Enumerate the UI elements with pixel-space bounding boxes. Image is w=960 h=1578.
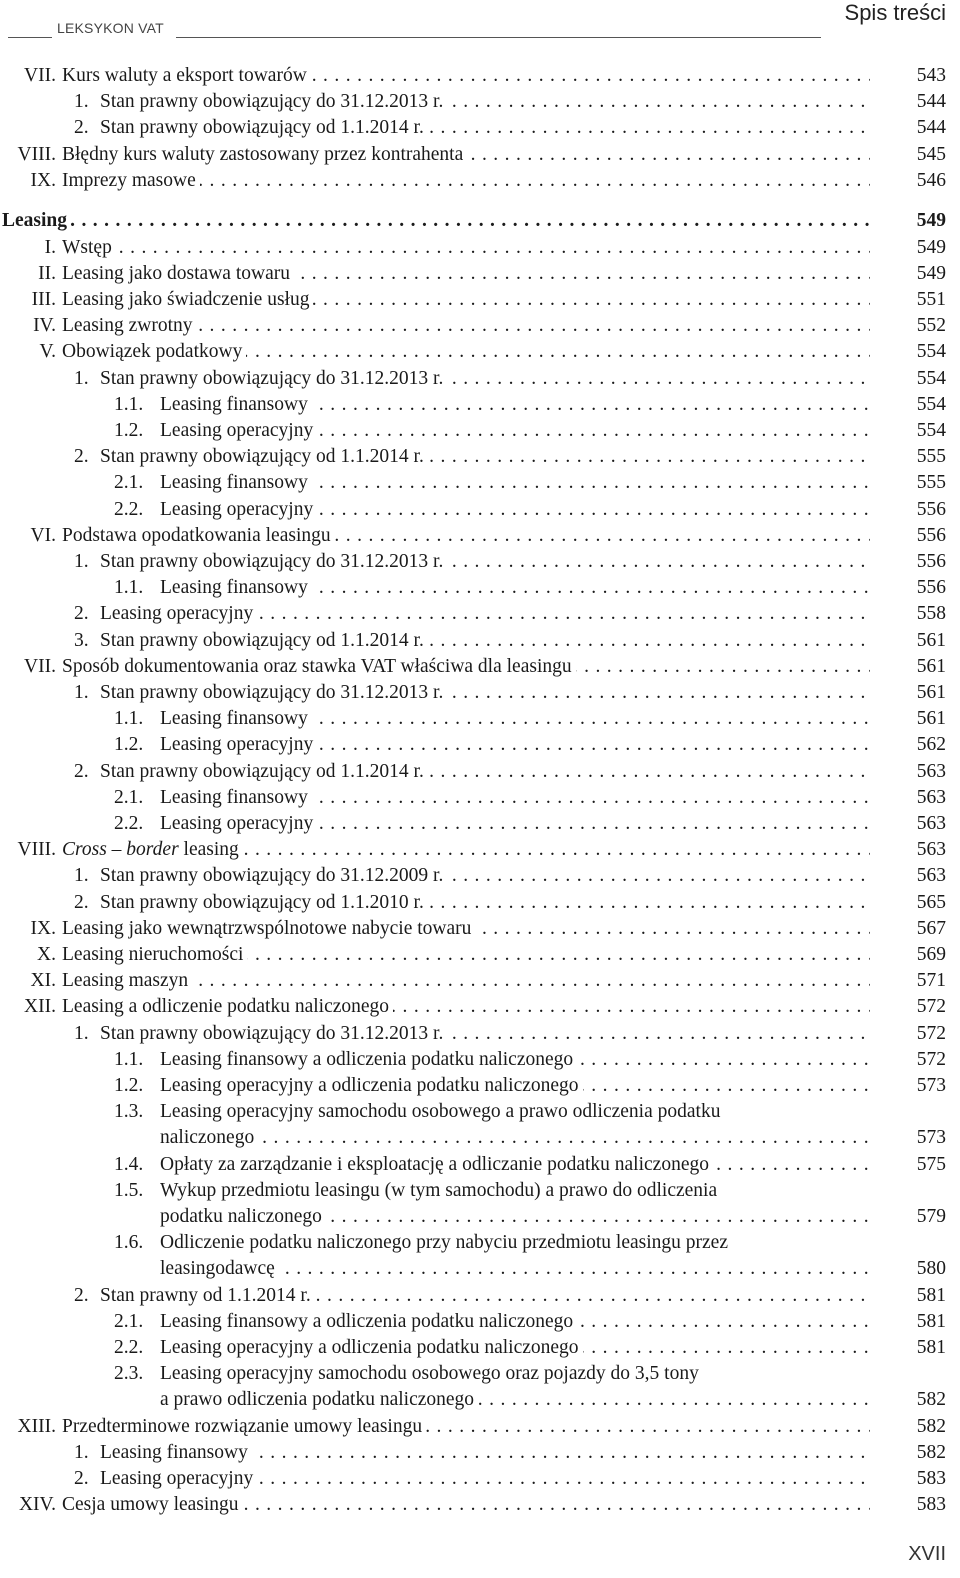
toc-entry-title-text: podatku naliczonego: [160, 1206, 326, 1227]
toc-row: [0, 863, 960, 889]
toc-page-number: 543: [916, 65, 946, 86]
toc-entry-title: [100, 115, 870, 141]
toc-entry-title: [160, 1099, 870, 1125]
toc-page-number: 552: [916, 315, 946, 337]
toc-entry-title: [62, 168, 870, 194]
toc-entry-title-rest: leasing: [183, 839, 239, 861]
toc-entry-title: [100, 890, 870, 916]
toc-entry-title: [160, 1125, 870, 1151]
toc-page-number: 575: [916, 1153, 946, 1175]
toc-row: [0, 1047, 960, 1073]
toc-section-number: 2.: [74, 446, 89, 468]
toc-section-number: 1.2.: [114, 1075, 144, 1096]
toc-row: [0, 63, 960, 89]
toc-row: [0, 235, 960, 261]
toc-entry-title: [160, 1178, 870, 1204]
toc-entry-title: [160, 418, 870, 444]
toc-section-number: 3.: [74, 629, 89, 651]
toc-entry-title-text: Stan prawny obowiązujący od 1.1.2014 r.: [100, 630, 428, 651]
toc-entry-title-italic: Cross – border: [62, 839, 179, 861]
toc-entry-title-text: Leasing a odliczenie podatku naliczonego: [62, 996, 393, 1017]
toc-entry-title: [100, 601, 870, 627]
toc-entry-title: [62, 63, 870, 89]
toc-entry-title: [62, 142, 870, 168]
toc-section-number: 1.4.: [114, 1153, 144, 1175]
toc-entry-title-text: Leasing finansowy: [160, 577, 312, 598]
toc-roman-numeral: II.: [38, 262, 56, 284]
toc-row: [0, 706, 960, 732]
toc-page-number: 549: [916, 262, 946, 284]
toc-entry-title-text: Stan prawny obowiązujący od 1.1.2014 r.: [100, 761, 428, 782]
toc-section-number: 1.: [74, 865, 89, 887]
toc-section-number: 2.2.: [114, 813, 144, 834]
toc-page-number: 572: [916, 996, 946, 1018]
toc-entry-title: [160, 1073, 870, 1099]
toc-entry-title-text: Obowiązek podatkowy: [62, 341, 246, 362]
toc-entry-title-text: naliczonego: [160, 1127, 258, 1148]
toc-page-number: 582: [916, 1441, 946, 1463]
toc-entry-title: [160, 470, 870, 496]
toc-entry-title: [62, 837, 870, 863]
toc-page-number: 544: [916, 117, 946, 139]
header-rule-middle: [176, 37, 821, 38]
toc-entry-title-text: Leasing operacyjny a odliczenia podatku naliczonego: [160, 1075, 583, 1096]
toc-entry-title-text: Leasing finansowy: [160, 394, 312, 415]
toc-row: [0, 759, 960, 785]
toc-page-number: 573: [916, 1075, 946, 1096]
toc-entry-title: [62, 654, 870, 680]
toc-page-number: 572: [916, 1048, 946, 1070]
toc-roman-numeral: V.: [39, 341, 56, 363]
toc-entry-title: [62, 235, 870, 261]
toc-row: [0, 366, 960, 392]
toc-section-number: 1.2.: [114, 734, 144, 756]
toc-entry-title-text: Stan prawny obowiązujący do 31.12.2013 r.: [100, 682, 447, 703]
toc-page-number: 556: [916, 577, 946, 599]
toc-page-number: 580: [916, 1258, 946, 1280]
toc-entry-title: [62, 1492, 870, 1518]
toc-row: [0, 115, 960, 141]
toc-section-number: 1.: [74, 367, 89, 389]
toc-section-number: 1.1.: [114, 393, 144, 415]
toc-entry-title-text: [62, 839, 243, 860]
toc-entry-title: [160, 392, 870, 418]
toc-page-number: 573: [916, 1127, 946, 1149]
toc-entry-title: [62, 942, 870, 968]
toc-page-number: 581: [916, 1337, 946, 1358]
toc-section-number: 1.: [74, 91, 89, 113]
toc-page-number: 563: [916, 760, 946, 782]
toc-roman-numeral: VII.: [24, 65, 56, 86]
toc-entry-title-text: Leasing operacyjny: [160, 499, 317, 520]
toc-entry-title: [62, 313, 870, 339]
toc-entry-title: [160, 785, 870, 811]
toc-row: [0, 1178, 960, 1204]
toc-entry-title-text: Leasing zwrotny: [62, 315, 197, 336]
toc-roman-numeral: VIII.: [17, 143, 56, 165]
toc-row: [0, 208, 960, 234]
toc-row: [0, 994, 960, 1020]
toc-chapter-title-text: Leasing: [2, 210, 71, 231]
toc-entry-title-text: Leasing jako świadczenie usług: [62, 289, 313, 310]
toc-row: [0, 785, 960, 811]
toc-entry-title: [160, 1047, 870, 1073]
toc-entry-title-text: Błędny kurs waluty zastosowany przez kontrahenta: [62, 144, 467, 165]
toc-row: [0, 1152, 960, 1178]
toc-page-number: 563: [916, 786, 946, 808]
toc-roman-numeral: XII.: [24, 996, 56, 1018]
toc-roman-numeral: IX.: [30, 169, 56, 191]
toc-entry-title: [62, 968, 870, 994]
toc-entry-title-text: Imprezy masowe: [62, 170, 200, 191]
toc-entry-title: [160, 1152, 870, 1178]
toc-row: [0, 601, 960, 627]
toc-row: [0, 313, 960, 339]
toc-entry-title-text: Podstawa opodatkowania leasingu: [62, 525, 335, 546]
toc-row: [0, 1283, 960, 1309]
toc-row: [0, 549, 960, 575]
toc-entry-title: [62, 287, 870, 313]
toc-entry-title-text: Leasing operacyjny: [160, 734, 317, 755]
toc-entry-title-text: Stan prawny od 1.1.2014 r.: [100, 1285, 315, 1306]
toc-row: [0, 1361, 960, 1387]
toc-section-number: 1.6.: [114, 1232, 144, 1254]
toc-entry-title: [100, 89, 870, 115]
toc-row: [0, 287, 960, 313]
toc-entry-title-text: Leasing finansowy: [160, 472, 312, 493]
toc-page-number: 582: [916, 1415, 946, 1437]
toc-entry-title-text: a prawo odliczenia podatku naliczonego: [160, 1389, 478, 1410]
toc-entry-title-text: Wstęp: [62, 237, 116, 258]
toc-page-number: 561: [916, 682, 946, 703]
toc-roman-numeral: III.: [31, 289, 56, 310]
toc-entry-title: [100, 1021, 870, 1047]
toc-entry-title: [100, 549, 870, 575]
toc-entry-title-text: Odliczenie podatku naliczonego przy nabyciu przedmiotu leasingu przez: [160, 1232, 732, 1253]
toc-roman-numeral: IV.: [33, 315, 56, 337]
toc-row: [0, 837, 960, 863]
toc-entry-title-text: Leasing operacyjny samochodu osobowego a prawo odliczenia podatku: [160, 1101, 724, 1122]
toc-row: [0, 497, 960, 523]
toc-row: [0, 732, 960, 758]
toc-row: [0, 1125, 960, 1151]
toc-page-number: 544: [916, 91, 946, 113]
toc-entry-title-text: Stan prawny obowiązujący od 1.1.2014 r.: [100, 446, 428, 467]
toc-section-number: 2.1.: [114, 786, 144, 808]
toc-row: [0, 811, 960, 837]
toc-roman-numeral: XIV.: [18, 1494, 56, 1516]
toc-page-number: 545: [916, 143, 946, 165]
toc-row: [0, 339, 960, 365]
toc-entry-title: [100, 1283, 870, 1309]
toc-section-number: 2.: [74, 117, 89, 139]
toc-row: [0, 654, 960, 680]
toc-page-number: 561: [916, 655, 946, 677]
toc-section-number: 1.1.: [114, 1048, 144, 1070]
toc-section-number: 2.1.: [114, 472, 144, 494]
toc-section-number: 1.2.: [114, 420, 144, 441]
toc-entry-title-text: Stan prawny obowiązujący do 31.12.2009 r.: [100, 865, 447, 886]
page-header: [0, 0, 960, 40]
toc-row: [0, 89, 960, 115]
toc-section-number: 2.: [74, 891, 89, 913]
toc-entry-title-text: Wykup przedmiotu leasingu (w tym samochodu) a prawo do odliczenia: [160, 1180, 721, 1201]
toc-entry-title: [62, 339, 870, 365]
toc-row: [0, 1256, 960, 1282]
toc-roman-numeral: I.: [44, 236, 56, 258]
toc-section-number: 2.: [74, 1468, 89, 1489]
toc-row: [0, 628, 960, 654]
toc-section-number: 1.: [74, 682, 89, 703]
toc-row: [0, 261, 960, 287]
toc-entry-title-text: Opłaty za zarządzanie i eksploatację a odliczanie podatku naliczonego: [160, 1154, 713, 1175]
toc-row: [0, 890, 960, 916]
toc-entry-title-text: Leasing operacyjny: [100, 603, 257, 624]
toc-entry-title-text: Leasing operacyjny samochodu osobowego oraz pojazdy do 3,5 tony: [160, 1363, 703, 1384]
toc-page-number: 551: [916, 289, 946, 310]
toc-row: [0, 444, 960, 470]
toc-page-number: 554: [916, 341, 946, 363]
toc-chapter-title: [2, 208, 870, 234]
toc-section-number: 2.: [74, 603, 89, 625]
toc-entry-title: [100, 1466, 870, 1492]
toc-page-number: 567: [916, 917, 946, 939]
toc-entry-title-text: Leasing finansowy a odliczenia podatku naliczonego: [160, 1049, 577, 1070]
toc-entry-title: [100, 628, 870, 654]
toc-page-number: 556: [916, 498, 946, 520]
toc-entry-title: [160, 497, 870, 523]
toc-section-number: 1.: [74, 551, 89, 572]
toc-section-number: 1.3.: [114, 1101, 144, 1123]
toc-row: [0, 680, 960, 706]
toc-section-number: 2.3.: [114, 1363, 144, 1385]
toc-page-number: 579: [916, 1206, 946, 1227]
toc-entry-title-text: leasingodawcę: [160, 1258, 279, 1279]
toc-row: [0, 1099, 960, 1125]
toc-row: [0, 1335, 960, 1361]
toc-entry-title: [100, 444, 870, 470]
toc-row: [0, 1204, 960, 1230]
toc-page-number: 563: [916, 839, 946, 861]
toc-entry-title-text: Leasing operacyjny a odliczenia podatku naliczonego: [160, 1337, 583, 1358]
toc-entry-title: [160, 706, 870, 732]
toc-page-number: 582: [916, 1389, 946, 1411]
toc-roman-numeral: XIII.: [17, 1415, 56, 1437]
toc-roman-numeral: VII.: [24, 655, 56, 677]
toc-entry-title-text: Stan prawny obowiązujący do 31.12.2013 r.: [100, 368, 447, 389]
toc-row: [0, 1021, 960, 1047]
toc-page-number: 554: [916, 420, 946, 441]
toc-row: [0, 418, 960, 444]
toc-page-number: 555: [916, 446, 946, 468]
toc-page-number: 581: [916, 1284, 946, 1306]
toc-entry-title: [160, 1230, 870, 1256]
toc-entry-title: [100, 759, 870, 785]
toc-page-number: 556: [916, 524, 946, 546]
toc-entry-title-text: Przedterminowe rozwiązanie umowy leasingu: [62, 1416, 426, 1437]
toc-page-number: 561: [916, 708, 946, 730]
running-head-left: LEKSYKON VAT: [57, 20, 164, 36]
toc-entry-title-text: Kurs waluty a eksport towarów: [62, 65, 311, 86]
toc-entry-title: [160, 1309, 870, 1335]
toc-page-number: 572: [916, 1022, 946, 1044]
toc-page-number: 583: [916, 1494, 946, 1516]
toc-row: [0, 392, 960, 418]
toc-entry-title: [62, 1414, 870, 1440]
toc-entry-title: [62, 916, 870, 942]
toc-entry-title-text: Stan prawny obowiązujący do 31.12.2013 r.: [100, 1023, 447, 1044]
toc-page-number: 554: [916, 367, 946, 389]
toc-row: [0, 575, 960, 601]
toc-row: [0, 1492, 960, 1518]
toc-page-number: 581: [916, 1310, 946, 1332]
toc-section-number: 1.: [74, 1022, 89, 1044]
toc-page-number: 556: [916, 551, 946, 572]
toc-roman-numeral: VI.: [30, 524, 56, 546]
toc-entry-title: [160, 811, 870, 837]
toc-row: [0, 1387, 960, 1413]
toc-entry-title-text: Stan prawny obowiązujący od 1.1.2010 r.: [100, 892, 428, 913]
toc-row: [0, 168, 960, 194]
running-head-title: Spis treści: [844, 0, 946, 25]
toc-page-number: 563: [916, 813, 946, 834]
toc-entry-title: [160, 1204, 870, 1230]
toc-row: [0, 1073, 960, 1099]
toc-page-number: 565: [916, 891, 946, 913]
toc-section-number: 1.: [74, 1441, 89, 1463]
toc-page-number: 546: [916, 169, 946, 191]
toc-section-number: 2.1.: [114, 1310, 144, 1332]
toc-entry-title-text: Sposób dokumentowania oraz stawka VAT właściwa dla leasingu: [62, 656, 576, 677]
toc-section-number: 2.: [74, 760, 89, 782]
toc-entry-title-text: Stan prawny obowiązujący od 1.1.2014 r.: [100, 117, 428, 138]
toc-entry-title-text: Leasing finansowy: [160, 787, 312, 808]
toc-row: [0, 1309, 960, 1335]
toc-entry-title-text: Leasing finansowy: [160, 708, 312, 729]
toc-entry-title-text: Leasing nieruchomości: [62, 944, 247, 965]
toc-section-number: 2.: [74, 1284, 89, 1306]
toc-page-number: 569: [916, 944, 946, 965]
toc-entry-title-text: Leasing operacyjny: [100, 1468, 257, 1489]
toc-page-number: 561: [916, 629, 946, 651]
toc-entry-title-text: Leasing jako dostawa towaru: [62, 263, 294, 284]
page-number: XVII: [908, 1543, 946, 1565]
toc-entry-title: [160, 1335, 870, 1361]
toc-entry-title: [160, 732, 870, 758]
header-rule-left: [8, 37, 52, 38]
toc-entry-title-text: Leasing maszyn: [62, 970, 192, 991]
toc-page-number: 562: [916, 734, 946, 756]
toc-section-number: 1.1.: [114, 577, 144, 599]
toc-roman-numeral: X.: [37, 944, 56, 965]
toc-entry-title: [62, 994, 870, 1020]
toc-page-number: 554: [916, 393, 946, 415]
toc-entry-title-text: Cesja umowy leasingu: [62, 1494, 243, 1515]
toc-entry-title: [160, 1256, 870, 1282]
toc-section-number: 1.5.: [114, 1179, 144, 1201]
toc-entry-title: [62, 523, 870, 549]
toc-page-number: 558: [916, 603, 946, 625]
toc-entry-title: [160, 1361, 870, 1387]
toc-roman-numeral: VIII.: [17, 839, 56, 861]
toc-row: [0, 942, 960, 968]
toc-section-number: 1.1.: [114, 708, 144, 730]
toc-row: [0, 142, 960, 168]
toc-section-number: 2.2.: [114, 1337, 144, 1358]
toc-entry-title: [100, 680, 870, 706]
toc-entry-title-text: Leasing finansowy a odliczenia podatku naliczonego: [160, 1311, 577, 1332]
toc-page-number: 549: [916, 210, 946, 232]
toc-entry-title-text: Leasing operacyjny: [160, 420, 317, 441]
toc-entry-title: [100, 863, 870, 889]
toc-row: [0, 523, 960, 549]
toc-page-number: 583: [916, 1468, 946, 1489]
toc-row: [0, 470, 960, 496]
toc-entry-title: [160, 1387, 870, 1413]
toc-row: [0, 1466, 960, 1492]
toc-row: [0, 1414, 960, 1440]
toc-page-number: 555: [916, 472, 946, 494]
toc-entry-title-text: Stan prawny obowiązujący do 31.12.2013 r.: [100, 551, 447, 572]
toc-row: [0, 1230, 960, 1256]
toc-page-number: 571: [916, 970, 946, 992]
toc-entry-title-text: Leasing operacyjny: [160, 813, 317, 834]
toc-row: [0, 1440, 960, 1466]
toc-page-number: 549: [916, 236, 946, 258]
toc-entry-title: [160, 575, 870, 601]
toc-entry-title: [100, 1440, 870, 1466]
toc-entry-title-text: Leasing jako wewnątrzwspólnotowe nabycie towaru: [62, 918, 475, 939]
toc-entry-title-text: Leasing finansowy: [100, 1442, 252, 1463]
toc-roman-numeral: XI.: [30, 970, 56, 992]
toc-row: [0, 968, 960, 994]
toc-page-number: 563: [916, 865, 946, 887]
toc-entry-title: [100, 366, 870, 392]
toc-section-number: 2.2.: [114, 498, 144, 520]
toc-row: [0, 916, 960, 942]
toc-entry-title-text: Stan prawny obowiązujący do 31.12.2013 r.: [100, 91, 447, 112]
toc-roman-numeral: IX.: [30, 917, 56, 939]
toc-entry-title: [62, 261, 870, 287]
